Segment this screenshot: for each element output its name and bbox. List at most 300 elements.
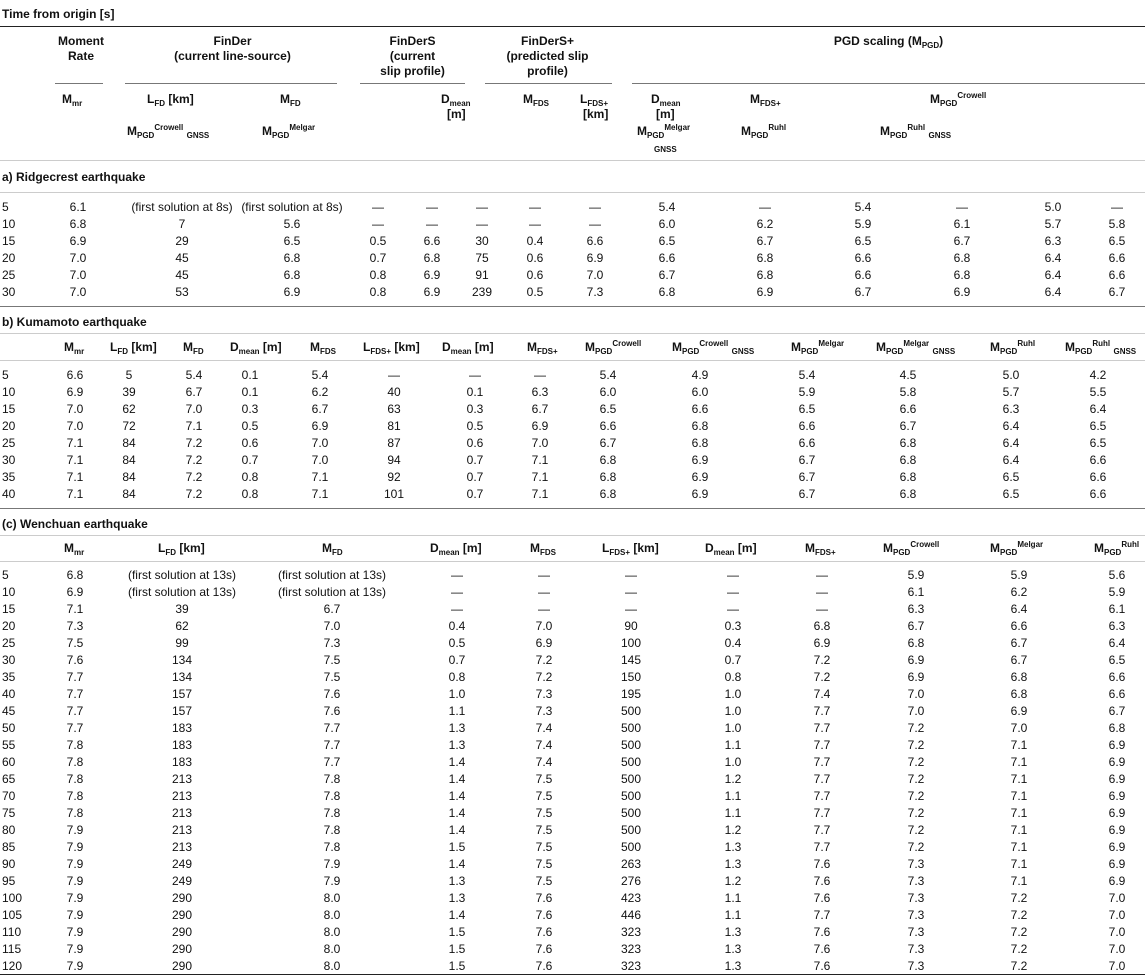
table-cell: 7.9 [66, 857, 84, 871]
table-cell: 0.7 [448, 653, 466, 667]
table-cell: 6.8 [953, 251, 971, 265]
table-cell: 115 [2, 942, 22, 956]
table-cell: 0.4 [526, 234, 544, 248]
table-cell: 7.4 [535, 738, 553, 752]
table-cell: 6.9 [1108, 806, 1126, 820]
table-cell: 213 [171, 840, 193, 854]
table-cell: 60 [2, 755, 16, 769]
table-cell: 1.3 [448, 738, 466, 752]
table-cell: 6.7 [798, 470, 816, 484]
group-finders-plus-sub1: (predicted slip [506, 49, 589, 63]
table-cell: 6.6 [599, 419, 617, 433]
table-cell: — [469, 368, 481, 382]
table-cell: 84 [122, 470, 136, 484]
table-row [0, 601, 1145, 618]
table-cell: 10 [2, 217, 16, 231]
table-cell: 7.3 [535, 687, 553, 701]
rule-kumamoto-hdr [0, 360, 1145, 361]
table-cell: 6.6 [1089, 487, 1107, 501]
table-cell: 7.2 [907, 823, 925, 837]
table-cell: 6.8 [756, 268, 774, 282]
table-cell: 7.6 [535, 942, 553, 956]
table-cell: 6.9 [953, 285, 971, 299]
table-row [0, 686, 1145, 703]
table-cell: 6.1 [907, 585, 925, 599]
table-cell: 6.9 [1010, 704, 1028, 718]
table-cell: — [529, 200, 541, 214]
table-row [0, 584, 1145, 601]
kh-mmr: $M_{mr}$ [64, 340, 85, 356]
table-cell: 1.1 [724, 738, 742, 752]
table-cell: 7.3 [907, 857, 925, 871]
table-cell: 6.7 [1108, 285, 1126, 299]
table-row [0, 250, 1145, 267]
table-row [0, 788, 1145, 805]
table-cell: 7.1 [531, 470, 549, 484]
rule-bottom [0, 974, 1145, 975]
table-cell: 6.8 [899, 436, 917, 450]
table-row [0, 941, 1145, 958]
table-cell: 7.7 [813, 721, 831, 735]
table-row [0, 418, 1145, 435]
table-cell: 276 [620, 874, 642, 888]
table-cell: 6.6 [586, 234, 604, 248]
kh-lfdsp: $L_{FDS+}$ [km] [363, 340, 420, 356]
table-cell: 500 [620, 806, 642, 820]
table-cell: 6.5 [1089, 419, 1107, 433]
kh-melgar: $M_{PGD}^{Melgar}$ [791, 339, 845, 356]
table-cell: 7.7 [66, 670, 84, 684]
table-cell: 7.2 [813, 653, 831, 667]
table-cell: 7.6 [535, 891, 553, 905]
table-cell: 30 [2, 653, 16, 667]
table-cell: 1.4 [448, 806, 466, 820]
hdr-dmean: $D_{mean}$ [441, 92, 471, 108]
table-cell: 7.6 [66, 653, 84, 667]
table-cell: 5 [2, 368, 9, 382]
rule-kumamoto [0, 333, 1145, 334]
table-cell: 1.0 [724, 721, 742, 735]
table-cell: (first solution at 13s) [127, 585, 237, 599]
table-cell: 6.0 [599, 385, 617, 399]
table-cell: 5.9 [798, 385, 816, 399]
table-cell: 6.5 [1108, 234, 1126, 248]
table-cell: 81 [387, 419, 401, 433]
table-cell: 5.8 [899, 385, 917, 399]
table-cell: 5.4 [599, 368, 617, 382]
table-cell: 6.9 [311, 419, 329, 433]
table-cell: 6.2 [756, 217, 774, 231]
table-cell: 6.4 [1044, 268, 1062, 282]
table-cell: 1.1 [724, 806, 742, 820]
table-cell: 53 [175, 285, 189, 299]
table-row [0, 233, 1145, 250]
kh-crowell: $M_{PGD}^{Crowell}$ [585, 339, 642, 356]
table-cell: 10 [2, 585, 16, 599]
table-cell: 0.5 [466, 419, 484, 433]
table-cell: 6.8 [899, 487, 917, 501]
table-cell: 7.9 [323, 857, 341, 871]
table-cell: 7.1 [1010, 755, 1028, 769]
table-row [0, 469, 1145, 486]
table-cell: 6.4 [1010, 602, 1028, 616]
hdr-mpgd-ruhl-gnss: $M_{PGD}^{Ruhl}$ $_{GNSS}$ [880, 123, 952, 140]
table-cell: 7.8 [66, 738, 84, 752]
table-cell: 1.4 [448, 772, 466, 786]
table-cell: 7.2 [813, 670, 831, 684]
table-cell: 0.1 [466, 385, 484, 399]
table-cell: 29 [175, 234, 189, 248]
table-cell: 84 [122, 487, 136, 501]
table-cell: 70 [2, 789, 16, 803]
table-cell: — [625, 602, 637, 616]
table-cell: 6.7 [1108, 704, 1126, 718]
table-cell: 213 [171, 806, 193, 820]
table-cell: 0.6 [466, 436, 484, 450]
table-cell: — [625, 568, 637, 582]
table-cell: — [727, 602, 739, 616]
table-cell: — [589, 217, 601, 231]
table-cell: 39 [175, 602, 189, 616]
table-cell: 5.6 [1108, 568, 1126, 582]
table-cell: 6.8 [691, 419, 709, 433]
table-cell: 7.0 [1108, 908, 1126, 922]
table-cell: 72 [122, 419, 136, 433]
table-cell: 7.7 [323, 755, 341, 769]
table-cell: 7.1 [1010, 772, 1028, 786]
table-cell: 7.1 [311, 487, 329, 501]
table-cell: — [372, 217, 384, 231]
table-cell: 213 [171, 772, 193, 786]
table-cell: 7.1 [1010, 857, 1028, 871]
table-cell: 7.9 [66, 874, 84, 888]
table-cell: 10 [2, 385, 16, 399]
table-cell: 6.5 [1002, 487, 1020, 501]
table-cell: 290 [171, 925, 193, 939]
table-cell: 100 [620, 636, 642, 650]
table-cell: 7.0 [69, 251, 87, 265]
table-cell: 7.4 [535, 721, 553, 735]
kh-dmean2: $D_{mean}$ [m] [442, 340, 494, 356]
table-cell: 157 [171, 687, 193, 701]
table-cell: 7.6 [813, 959, 831, 973]
hdr-mpgd-ruhl: $M_{PGD}^{Ruhl}$ [741, 123, 787, 140]
table-cell: 0.1 [241, 385, 259, 399]
table-cell: 7.9 [66, 959, 84, 973]
table-cell: 7.6 [535, 925, 553, 939]
table-cell: 4.2 [1089, 368, 1107, 382]
table-cell: 323 [620, 959, 642, 973]
hdr-lfd: $L_{FD}$ [km] [147, 92, 194, 108]
wh-melgar: $M_{PGD}^{Melgar}$ [990, 540, 1044, 557]
table-row [0, 737, 1145, 754]
table-cell: — [476, 200, 488, 214]
table-cell: 500 [620, 772, 642, 786]
table-cell: 7.8 [323, 823, 341, 837]
rule-pgd [632, 83, 1145, 84]
table-cell: 1.4 [448, 789, 466, 803]
table-cell: 7.9 [66, 823, 84, 837]
table-cell: 6.2 [1010, 585, 1028, 599]
table-cell: 5.0 [1044, 200, 1062, 214]
table-cell: 6.3 [531, 385, 549, 399]
table-cell: 6.6 [1010, 619, 1028, 633]
table-cell: 6.8 [599, 487, 617, 501]
table-cell: 183 [171, 738, 193, 752]
table-cell: 6.8 [599, 453, 617, 467]
table-cell: 7.7 [813, 755, 831, 769]
table-cell: 5.4 [798, 368, 816, 382]
table-cell: 5.9 [1010, 568, 1028, 582]
group-finder: FinDer [213, 34, 252, 48]
table-cell: 30 [2, 285, 16, 299]
table-cell: 6.9 [283, 285, 301, 299]
table-cell: 5 [125, 368, 133, 382]
table-cell: 0.8 [448, 670, 466, 684]
table-cell: 7.5 [535, 806, 553, 820]
group-pgd-scaling: PGD scaling $(M_{PGD})$ [833, 34, 944, 50]
table-cell: (first solution at 8s) [131, 200, 233, 214]
table-cell: 1.5 [448, 942, 466, 956]
table-cell: 6.4 [1044, 285, 1062, 299]
table-cell: 5.4 [854, 200, 872, 214]
table-cell: 290 [171, 942, 193, 956]
table-cell: 0.6 [526, 268, 544, 282]
table-cell: 7.0 [69, 285, 87, 299]
table-cell: 7.7 [66, 687, 84, 701]
table-cell: 15 [2, 234, 16, 248]
table-cell: 7.8 [66, 806, 84, 820]
table-cell: 6.1 [1108, 602, 1126, 616]
table-cell: 7.1 [1010, 789, 1028, 803]
table-cell: 1.3 [448, 721, 466, 735]
table-cell: 6.5 [283, 234, 301, 248]
table-cell: 6.8 [756, 251, 774, 265]
table-cell: 1.4 [448, 908, 466, 922]
table-row [0, 958, 1145, 975]
table-cell: 6.9 [66, 385, 84, 399]
table-cell: 290 [171, 908, 193, 922]
table-cell: 0.4 [724, 636, 742, 650]
table-cell: 6.6 [1108, 251, 1126, 265]
table-cell: 0.8 [369, 285, 387, 299]
table-cell: 7.7 [813, 704, 831, 718]
table-cell: 7.2 [1010, 942, 1028, 956]
table-cell: 7.1 [1010, 806, 1028, 820]
table-cell: 7.0 [1108, 891, 1126, 905]
table-cell: — [1111, 200, 1123, 214]
table-cell: 7.2 [185, 436, 203, 450]
table-cell: 6.4 [1002, 419, 1020, 433]
table-cell: 30 [2, 453, 16, 467]
table-cell: 446 [620, 908, 642, 922]
table-cell: 7.1 [1010, 840, 1028, 854]
table-cell: 6.9 [423, 268, 441, 282]
table-cell: 1.4 [448, 857, 466, 871]
table-cell: 45 [2, 704, 16, 718]
table-cell: — [727, 568, 739, 582]
table-cell: 6.3 [1108, 619, 1126, 633]
table-cell: 6.4 [1108, 636, 1126, 650]
table-cell: 6.7 [323, 602, 341, 616]
rule-finders [360, 83, 465, 84]
table-cell: 5.9 [854, 217, 872, 231]
table-cell: 7.0 [1108, 942, 1126, 956]
table-cell: 7.8 [66, 755, 84, 769]
table-cell: (first solution at 13s) [127, 568, 237, 582]
table-cell: 1.3 [448, 874, 466, 888]
table-cell: 92 [387, 470, 401, 484]
table-cell: 7.9 [66, 942, 84, 956]
kh-mfds: $M_{FDS}$ [310, 340, 336, 356]
table-cell: 5.4 [658, 200, 676, 214]
hdr-lfdsp: $L_{FDS+}$ [580, 92, 609, 108]
hdr-pgd-dmean-unit: [m] [656, 107, 675, 121]
table-cell: (first solution at 13s) [277, 568, 387, 582]
table-cell: 84 [122, 453, 136, 467]
group-finders-sub2: slip profile) [380, 64, 445, 78]
table-cell: 1.4 [448, 823, 466, 837]
rule-wenchuan-hdr [0, 561, 1145, 562]
rule-finder [125, 83, 337, 84]
wh-dmean2: $D_{mean}$ [m] [705, 541, 757, 557]
table-cell: 7.8 [66, 789, 84, 803]
table-cell: 183 [171, 721, 193, 735]
table-cell: 8.0 [323, 942, 341, 956]
table-cell: 7.2 [907, 789, 925, 803]
wh-crowell: $M_{PGD}^{Crowell}$ [883, 540, 940, 557]
table-cell: 6.1 [953, 217, 971, 231]
table-cell: 6.7 [531, 402, 549, 416]
table-cell: 6.7 [798, 487, 816, 501]
hdr-mpgd-melgar-gnss-sub: GNSS [654, 145, 677, 154]
table-cell: 134 [171, 670, 193, 684]
table-cell: 6.5 [599, 402, 617, 416]
rule-moment-rate [55, 83, 103, 84]
table-cell: 0.3 [466, 402, 484, 416]
table-cell: (first solution at 8s) [241, 200, 343, 214]
table-cell: 6.4 [1089, 402, 1107, 416]
table-cell: 8.0 [323, 908, 341, 922]
table-cell: 7.0 [69, 268, 87, 282]
table-cell: 7.2 [535, 653, 553, 667]
table-cell: 263 [620, 857, 642, 871]
table-cell: 0.8 [369, 268, 387, 282]
table-cell: 7.7 [323, 738, 341, 752]
table-cell: 1.3 [724, 942, 742, 956]
table-cell: 7.7 [813, 806, 831, 820]
hdr-mfdsp: $M_{FDS+}$ [750, 92, 781, 108]
table-cell: — [538, 585, 550, 599]
table-cell: 7.1 [66, 453, 84, 467]
table-cell: 35 [2, 670, 16, 684]
table-cell: 5.9 [1108, 585, 1126, 599]
table-cell: 6.4 [1002, 453, 1020, 467]
table-cell: 7.1 [66, 436, 84, 450]
wh-mfdsp: $M_{FDS+}$ [805, 541, 836, 557]
table-cell: 7.2 [185, 470, 203, 484]
table-row [0, 805, 1145, 822]
kh-mfdsp: $M_{FDS+}$ [527, 340, 558, 356]
table-cell: 6.9 [69, 234, 87, 248]
hdr-mpgd-crowell: $M_{PGD}^{Crowell}$ [930, 91, 987, 108]
table-cell: 1.1 [724, 789, 742, 803]
table-cell: 1.0 [724, 687, 742, 701]
kh-crowell-gnss: $M_{PGD}^{Crowell}$ $_{GNSS}$ [672, 339, 755, 356]
table-cell: — [529, 217, 541, 231]
group-finder-sub: (current line-source) [174, 49, 291, 63]
table-cell: 6.9 [691, 470, 709, 484]
table-cell: 7.6 [535, 908, 553, 922]
table-cell: 6.9 [907, 670, 925, 684]
table-cell: 500 [620, 704, 642, 718]
table-cell: 6.7 [1010, 636, 1028, 650]
group-finders-plus: FinDerS+ [520, 34, 574, 48]
table-cell: 6.9 [1108, 755, 1126, 769]
table-cell: 7.2 [907, 738, 925, 752]
table-cell: 6.3 [1002, 402, 1020, 416]
hdr-mfds: $M_{FDS}$ [523, 92, 549, 108]
kh-mfd: $M_{FD}$ [183, 340, 204, 356]
table-cell: 7.2 [1010, 959, 1028, 973]
table-row [0, 635, 1145, 652]
table-cell: 7.7 [813, 823, 831, 837]
wh-mmr: $M_{mr}$ [64, 541, 85, 557]
table-cell: 6.9 [1108, 789, 1126, 803]
table-cell: 30 [475, 234, 489, 248]
table-cell: 1.3 [724, 857, 742, 871]
table-cell: 7.0 [907, 704, 925, 718]
table-cell: 6.6 [1089, 470, 1107, 484]
table-cell: 110 [2, 925, 22, 939]
table-cell: 6.7 [899, 419, 917, 433]
table-cell: 6.9 [586, 251, 604, 265]
table-cell: 6.4 [1002, 436, 1020, 450]
table-cell: 6.6 [1089, 453, 1107, 467]
table-cell: 7.8 [66, 772, 84, 786]
table-cell: 7.7 [813, 840, 831, 854]
table-cell: 7.6 [323, 704, 341, 718]
table-row [0, 284, 1145, 301]
table-cell: 6.8 [658, 285, 676, 299]
table-cell: 7.0 [185, 402, 203, 416]
table-cell: 7.3 [907, 942, 925, 956]
table-cell: 6.5 [658, 234, 676, 248]
table-cell: 45 [175, 268, 189, 282]
table-cell: 6.6 [423, 234, 441, 248]
table-cell: 7.1 [185, 419, 203, 433]
table-cell: 6.9 [813, 636, 831, 650]
table-cell: — [816, 602, 828, 616]
table-cell: 7.2 [907, 721, 925, 735]
wh-lfdsp: $L_{FDS+}$ [km] [602, 541, 659, 557]
table-cell: 6.7 [953, 234, 971, 248]
table-cell: — [426, 217, 438, 231]
table-row [0, 839, 1145, 856]
table-cell: 5.7 [1002, 385, 1020, 399]
table-cell: 6.6 [798, 436, 816, 450]
table-cell: 1.3 [448, 891, 466, 905]
table-cell: 6.8 [1010, 687, 1028, 701]
table-cell: 6.7 [185, 385, 203, 399]
table-cell: 7.3 [66, 619, 84, 633]
table-row [0, 924, 1145, 941]
table-cell: 6.7 [658, 268, 676, 282]
table-cell: 1.0 [724, 704, 742, 718]
table-cell: 20 [2, 251, 16, 265]
table-cell: 6.9 [756, 285, 774, 299]
table-cell: — [388, 368, 400, 382]
